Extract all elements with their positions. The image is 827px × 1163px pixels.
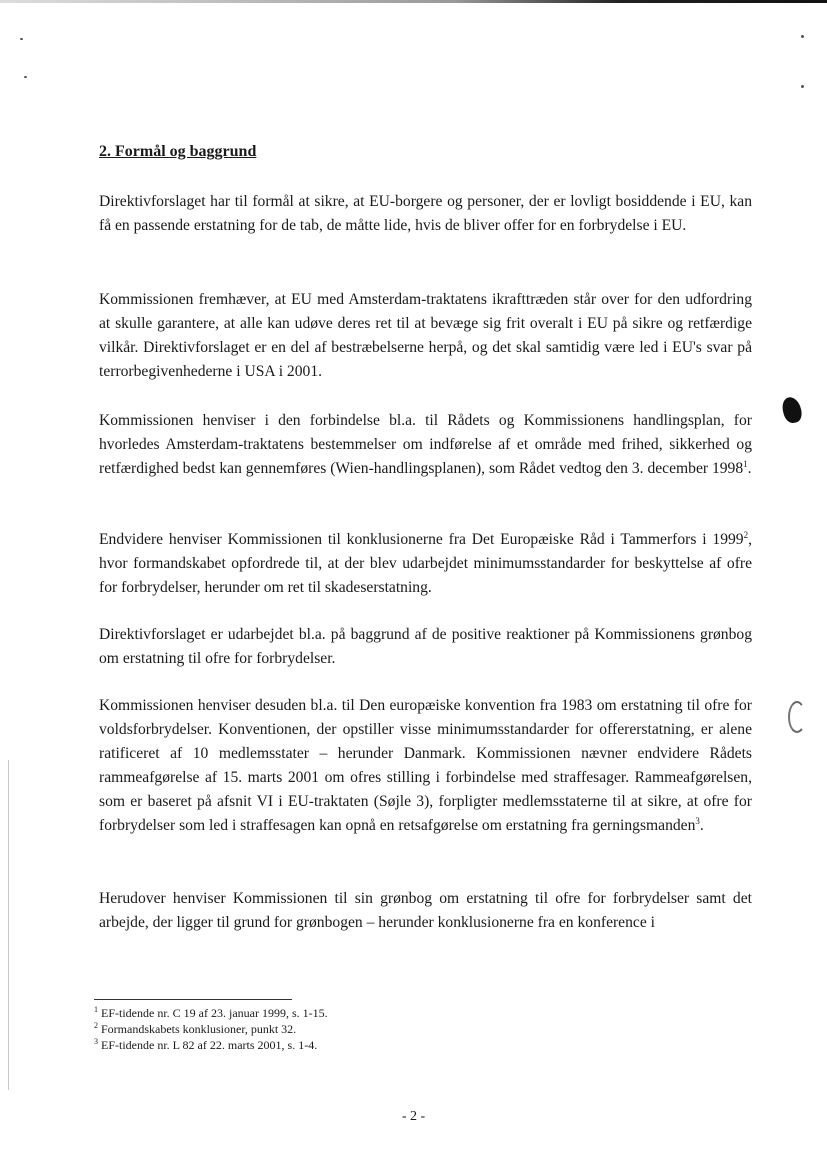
footnote-ref: 3 bbox=[695, 815, 700, 826]
paragraph-purpose: Direktivforslaget har til formål at sikre, at EU-borgere og personer, der er lovligt bosiddende i EU, kan få en passende erstatning for de tab, de måtte lide, hvis de bliver offer for en forbrydelse i EU. bbox=[99, 193, 752, 234]
paragraph-end: . bbox=[699, 817, 704, 834]
footnote-item bbox=[94, 1037, 328, 1053]
footnote-divider bbox=[94, 999, 292, 1000]
punch-hole-mark bbox=[780, 395, 803, 424]
section-heading: 2. Formål og baggrund bbox=[99, 143, 257, 160]
paragraph-commission-emphasis: Kommissionen fremhæver, at EU med Amsterdam-traktatens ikrafttræden står over for den udfordring at skulle garantere, at alle kan udøve deres ret til at bevæge sig frit overalt i EU på sikre og retfærdige vilkår. Direktivforslaget er en del af bestræbelserne herpå, og det skal samtidig være led i EU's svar på terrorbegivenhederne i USA i 2001. bbox=[99, 291, 752, 380]
footnote-item bbox=[94, 1021, 328, 1037]
paragraph-text: Kommissionen henviser i den forbindelse bl.a. til Rådets og Kommissionens handlingsplan, for hvorledes Amsterdam-traktatens bestemmelser om indførelse af et område med frihed, sikkerhed og retfærdighed bedst kan gennemføres (Wien-handlingsplanen), som Rådet vedtog den 3. december 1998 bbox=[99, 412, 752, 477]
paragraph-text: Kommissionen henviser desuden bl.a. til Den europæiske konvention fra 1983 om erstatning til ofre for voldsforbrydelser. Konventionen, der opstiller visse minimumsstandarder for offererstatning, er alene ratificeret af 10 medlemsstater – herunder Danmark. Kommissionen nævner endvidere Rådets rammeafgørelse af 15. marts 2001 om ofres stilling i forbindelse med straffesager. Rammeafgørelsen, som er baseret på afsnit VI i EU-traktaten (Søjle 3), forpligter medlemsstaterne til at sikre, at ofre for forbrydelser som led i straffesagen kan opnå en retsafgørelse om erstatning fra gerningsmanden bbox=[99, 697, 752, 834]
footnote-ref: 2 bbox=[743, 529, 749, 540]
binder-ring-mark bbox=[788, 701, 806, 733]
paragraph-tammerfors bbox=[99, 528, 752, 600]
paragraph-convention bbox=[99, 694, 752, 838]
paragraph-green-paper: Direktivforslaget er udarbejdet bl.a. på baggrund af de positive reaktioner på Kommissionens grønbog om erstatning til ofre for forbrydelser. bbox=[99, 626, 752, 667]
paragraph-text: , hvor formandskabet opfordrede til, at der blev udarbejdet minimumsstandarder for beskyttelse af ofre for forbrydelser, herunder om ret til skadeserstatning. bbox=[99, 531, 752, 596]
footnote-item bbox=[94, 1005, 328, 1021]
scan-speck bbox=[801, 35, 804, 38]
scan-speck bbox=[24, 76, 27, 78]
footnote-number: 3 bbox=[94, 1037, 98, 1046]
footnote-number: 2 bbox=[94, 1021, 98, 1030]
paragraph-text: Endvidere henviser Kommissionen til konklusionerne fra Det Europæiske Råd i Tammerfors i 1999 bbox=[99, 531, 744, 548]
footnote-text: Formandskabets konklusioner, punkt 32. bbox=[101, 1022, 297, 1036]
scan-speck bbox=[801, 85, 804, 88]
paragraph-end: . bbox=[747, 460, 752, 477]
page-number: - 2 - bbox=[401, 1109, 426, 1124]
footnotes-list bbox=[94, 1005, 328, 1053]
scan-speck bbox=[20, 38, 23, 40]
scan-left-edge-line bbox=[8, 760, 9, 1090]
footnote-ref: 1 bbox=[743, 458, 748, 469]
paragraph-action-plan bbox=[99, 409, 752, 481]
scan-top-edge bbox=[0, 0, 827, 3]
paragraph-further-references: Herudover henviser Kommissionen til sin grønbog om erstatning til ofre for forbrydelser samt det arbejde, der ligger til grund for grønbogen – herunder konklusionerne fra en konference i bbox=[99, 890, 752, 931]
footnote-text: EF-tidende nr. L 82 af 22. marts 2001, s. 1-4. bbox=[101, 1038, 318, 1052]
footnote-text: EF-tidende nr. C 19 af 23. januar 1999, s. 1-15. bbox=[101, 1006, 328, 1020]
footnote-number: 1 bbox=[94, 1005, 98, 1014]
